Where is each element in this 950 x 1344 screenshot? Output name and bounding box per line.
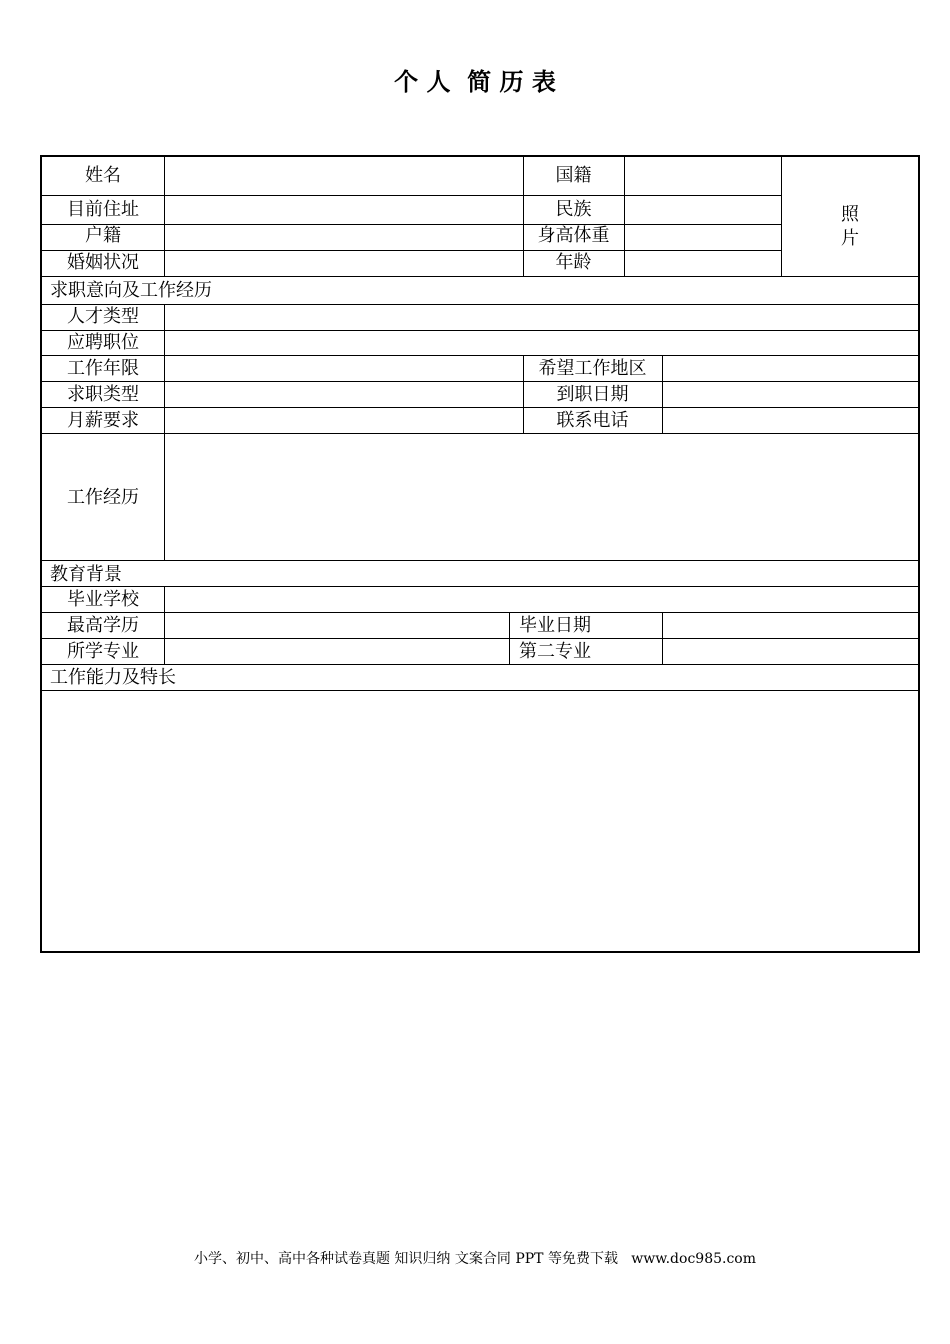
page-title: 个 人 简 历 表 [394,68,556,96]
row-divider [42,381,918,382]
row-divider [42,690,918,691]
col-divider [164,157,165,276]
row-divider [42,355,918,356]
label-major: 所学专业 [67,641,139,662]
row-divider [42,433,918,434]
col-divider [164,586,165,664]
label-position: 应聘职位 [67,332,139,353]
col-divider [662,612,663,664]
label-name: 姓名 [85,165,121,186]
label-second-major: 第二专业 [519,641,591,662]
label-marital: 婚姻状况 [67,252,139,273]
section-skills: 工作能力及特长 [50,667,176,688]
label-job-type: 求职类型 [67,384,139,405]
row-divider [42,195,782,196]
row-divider [42,407,918,408]
label-location: 希望工作地区 [538,358,647,379]
label-height-weight: 身高体重 [537,225,610,246]
label-grad-date: 毕业日期 [519,615,591,636]
label-household: 户籍 [85,225,121,246]
row-divider [42,586,918,587]
col-divider [662,355,663,433]
label-years: 工作年限 [67,358,139,379]
footer-text: 小学、初中、高中各种试卷真题 知识归纳 文案合同 PPT 等免费下载 www.doc985.com [193,1251,756,1267]
label-talent-type: 人才类型 [67,306,139,327]
label-school: 毕业学校 [67,589,139,610]
section-job: 求职意向及工作经历 [50,280,212,301]
col-divider [164,304,165,560]
row-divider [42,664,918,665]
row-divider [42,250,782,251]
label-address: 目前住址 [67,199,139,220]
row-divider [42,276,918,277]
label-salary: 月薪要求 [67,410,139,431]
row-divider [42,224,782,225]
row-divider [42,560,918,561]
label-ethnicity: 民族 [555,199,592,220]
label-age: 年龄 [555,252,592,273]
label-nationality: 国籍 [555,165,592,186]
col-divider [624,157,625,276]
label-experience: 工作经历 [67,487,139,508]
label-start-date: 到职日期 [556,384,629,405]
label-degree: 最高学历 [67,615,139,636]
row-divider [42,612,918,613]
col-divider [509,612,510,664]
resume-form [40,155,920,953]
label-photo-2: 片 [841,228,859,249]
label-photo-1: 照 [841,204,859,225]
row-divider [42,304,918,305]
row-divider [42,330,918,331]
row-divider [42,638,918,639]
label-phone: 联系电话 [556,410,629,431]
section-education: 教育背景 [50,564,122,585]
